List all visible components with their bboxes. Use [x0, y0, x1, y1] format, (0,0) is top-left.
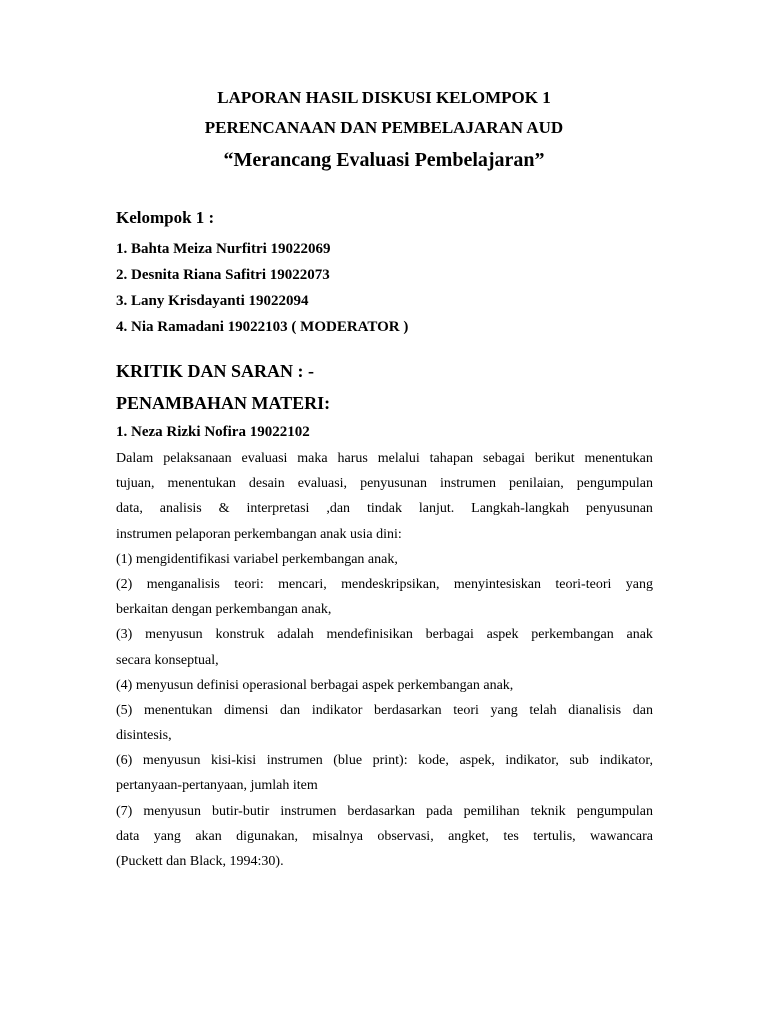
body-line: disintesis, — [116, 728, 172, 744]
body-line: (3) menyusun konstruk adalah mendefinisikan berbagai aspek perkembangan anak — [116, 627, 653, 643]
penambahan-materi-heading: PENAMBAHAN MATERI: — [116, 393, 331, 413]
member-item: 4. Nia Ramadani 19022103 ( MODERATOR ) — [116, 319, 409, 335]
body-line: (Puckett dan Black, 1994:30). — [116, 854, 284, 869]
report-title: LAPORAN HASIL DISKUSI KELOMPOK 1 — [217, 88, 551, 107]
member-list — [116, 236, 408, 340]
body-line: (5) menentukan dimensi dan indikator berdasarkan teori yang telah dianalisis dan — [116, 702, 653, 718]
contributor-name: 1. Neza Rizki Nofira 19022102 — [116, 424, 310, 440]
body-line: data yang akan digunakan, misalnya observasi, angket, tes tertulis, wawancara — [116, 828, 653, 844]
body-line: instrumen pelaporan perkembangan anak usia dini: — [116, 526, 402, 542]
body-paragraph — [116, 446, 653, 874]
member-item: 2. Desnita Riana Safitri 19022073 — [116, 267, 330, 283]
body-line: (7) menyusun butir-butir instrumen berdasarkan pada pemilihan teknik pengumpulan — [116, 803, 653, 819]
member-item: 1. Bahta Meiza Nurfitri 19022069 — [116, 241, 331, 257]
body-line: tujuan, menentukan desain evaluasi, penyusunan instrumen penilaian, pengumpulan — [116, 476, 653, 492]
topic-title: “Merancang Evaluasi Pembelajaran” — [223, 149, 545, 171]
body-line: (4) menyusun definisi operasional berbagai aspek perkembangan anak, — [116, 677, 514, 693]
body-line: data, analisis & interpretasi ,dan tindak lanjut. Langkah-langkah penyusunan — [116, 501, 653, 517]
body-line: berkaitan dengan perkembangan anak, — [116, 602, 332, 618]
body-line: (2) menganalisis teori: mencari, mendeskripsikan, menyintesiskan teori-teori yang — [116, 576, 653, 592]
body-line: pertanyaan-pertanyaan, jumlah item — [116, 778, 318, 794]
member-item: 3. Lany Krisdayanti 19022094 — [116, 293, 309, 309]
body-line: Dalam pelaksanaan evaluasi maka harus melalui tahapan sebagai berikut menentukan — [116, 451, 653, 466]
kritik-saran-heading: KRITIK DAN SARAN : - — [116, 361, 315, 381]
course-title: PERENCANAAN DAN PEMBELAJARAN AUD — [204, 118, 564, 137]
body-line: secara konseptual, — [116, 652, 219, 668]
group-heading: Kelompok 1 : — [116, 208, 215, 227]
body-line: (6) menyusun kisi-kisi instrumen (blue print): kode, aspek, indikator, sub indikator, — [116, 753, 653, 769]
body-line: (1) mengidentifikasi variabel perkembangan anak, — [116, 551, 398, 567]
